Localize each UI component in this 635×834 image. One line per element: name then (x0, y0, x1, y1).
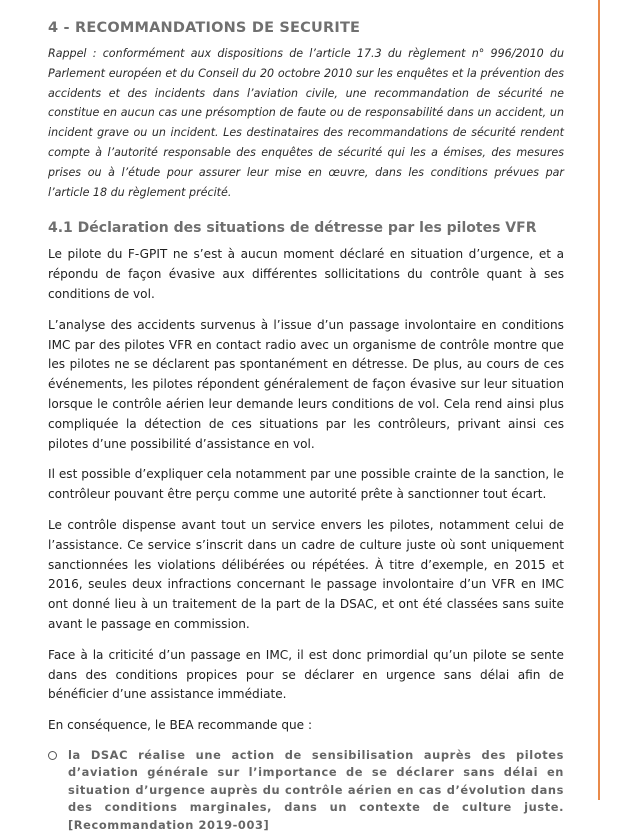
recommendation-reference: [Recommandation 2019-003] (68, 817, 270, 832)
paragraph-2: L’analyse des accidents survenus à l’issue d’un passage involontaire en conditions IMC par des pilotes VFR en contact radio avec un organisme de contrôle montre que les pilotes ne se déclarent pas spontanément en détresse. De plus, au cours de ces événements, les pilotes répondent généralement de façon évasive sur leur situation lorsque le contrôle aérien leur demande leurs conditions de vol. Cela rend ainsi plus compliquée la détection de ces situations par les contrôleurs, privant ainsi ces pilotes d’une possibilité d’assistance en vol. (48, 317, 564, 451)
subsection-title: 4.1 Déclaration des situations de détresse par les pilotes VFR (48, 220, 537, 237)
document-page (48, 8, 564, 834)
rappel-notice: Rappel : conformément aux dispositions de l’article 17.3 du règlement n° 996/2010 du Parlement européen et du Conseil du 20 octobre 2010 sur les enquêtes et la prévention des accidents et des incidents dans l’aviation civile, une recommandation de sécurité ne constitue en aucun cas une présomption de faute ou de responsabilité dans un accident, un incident grave ou un incident. Les destinataires des recommandations de sécurité rendent compte à l’autorité responsable des enquêtes de sécurité qui les a émises, des mesures prises ou à l’étude pour assurer leur mise en œuvre, dans les conditions prévues par l’article 18 du règlement précité. (48, 47, 564, 199)
paragraph-4: Le contrôle dispense avant tout un service envers les pilotes, notamment celui de l’assistance. Ce service s’inscrit dans un cadre de culture juste où sont uniquement sanctionnées les violations délibérées ou répétées. À titre d’exemple, en 2015 et 2016, seules deux infractions concernant le passage involontaire d’un VFR en IMC ont donné lieu à un traitement de la part de la DSAC, et ont été classées sans suite avant le passage en commission. (48, 517, 564, 631)
paragraph-3: Il est possible d’expliquer cela notamment par une possible crainte de la sanction, le contrôleur pouvant être perçu comme une autorité prête à sanctionner tout écart. (48, 467, 564, 502)
page-edge-bar (598, 0, 600, 800)
hollow-bullet-icon (48, 751, 57, 760)
section-title: 4 - RECOMMANDATIONS DE SECURITE (48, 20, 361, 36)
paragraph-5: Face à la criticité d’un passage en IMC, il est donc primordial qu’un pilote se sente dans des conditions propices pour se déclarer en urgence sans délai afin de bénéficier d’une assistance immédiate. (48, 647, 564, 702)
paragraph-6: En conséquence, le BEA recommande que : (48, 718, 313, 733)
recommendation-body: la DSAC réalise une action de sensibilisation auprès des pilotes d’aviation générale sur l’importance de se déclarer sans délai en situation d’urgence auprès du contrôle aérien en cas d’évolution dans des conditions marginales, dans un contexte de culture juste. (68, 747, 564, 815)
recommendation-item (48, 747, 564, 834)
recommendation-text (68, 747, 564, 834)
paragraph-1: Le pilote du F-GPIT ne s’est à aucun moment déclaré en situation d’urgence, et a répondu de façon évasive aux différentes sollicitations du contrôle quant à ses conditions de vol. (48, 247, 564, 301)
